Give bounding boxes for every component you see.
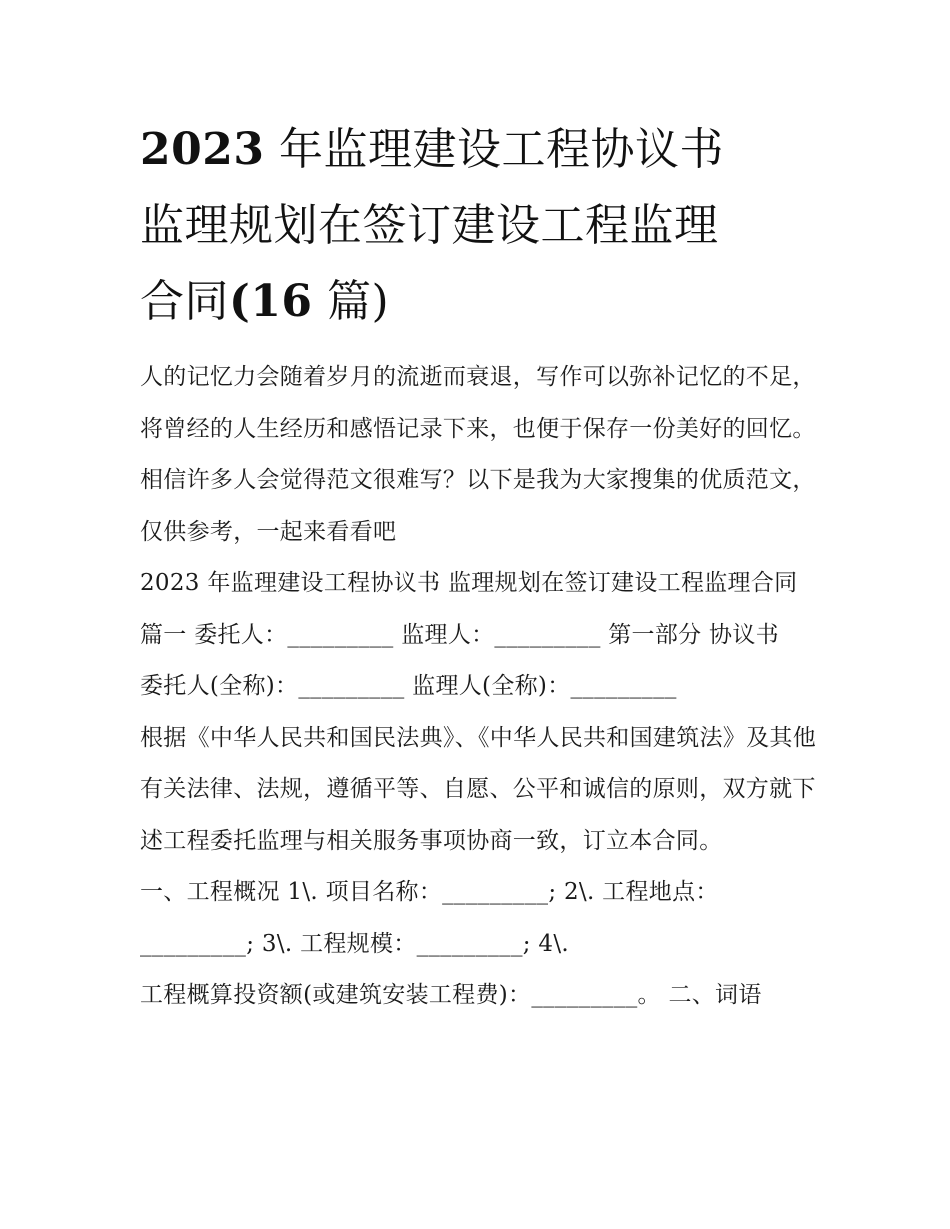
title-year: 2023: [140, 124, 265, 175]
title-line-1: 年监理建设工程协议书: [278, 124, 724, 175]
document-body: [140, 352, 820, 1022]
parties-paragraph: 委托人(全称)：_________ 监理人(全称)：_________: [140, 673, 677, 699]
project-overview-paragraph: 一、工程概况 1\. 项目名称：_________; 2\. 工程地点：_________; 3\. 工程规模：_________; 4\.: [140, 879, 719, 957]
intro-paragraph: 人的记忆力会随着岁月的流逝而衰退，写作可以弥补记忆的不足，将曾经的人生经历和感悟记录下来，也便于保存一份美好的回忆。相信许多人会觉得范文很难写？以下是我为大家搜集的优质范文，仅供参考，一起来看看吧: [140, 364, 816, 545]
title-line-2: 监理规划在签订建设工程监理: [140, 200, 719, 251]
title-suffix: 篇): [327, 276, 390, 327]
document-title: [140, 112, 820, 340]
title-line-3: 合同: [140, 276, 229, 327]
investment-paragraph: 工程概算投资额(或建筑安装工程费)：_________。 二、词语: [140, 982, 762, 1008]
contract-heading-paragraph: 2023 年监理建设工程协议书 监理规划在签订建设工程监理合同篇一 委托人：_________ 监理人：_________ 第一部分 协议书: [140, 570, 798, 648]
legal-basis-paragraph: 根据《中华人民共和国民法典》、《中华人民共和国建筑法》及其他有关法律、法规，遵循平等、自愿、公平和诚信的原则，双方就下述工程委托监理与相关服务事项协商一致，订立本合同。: [140, 724, 816, 854]
title-count: (16: [229, 276, 313, 327]
